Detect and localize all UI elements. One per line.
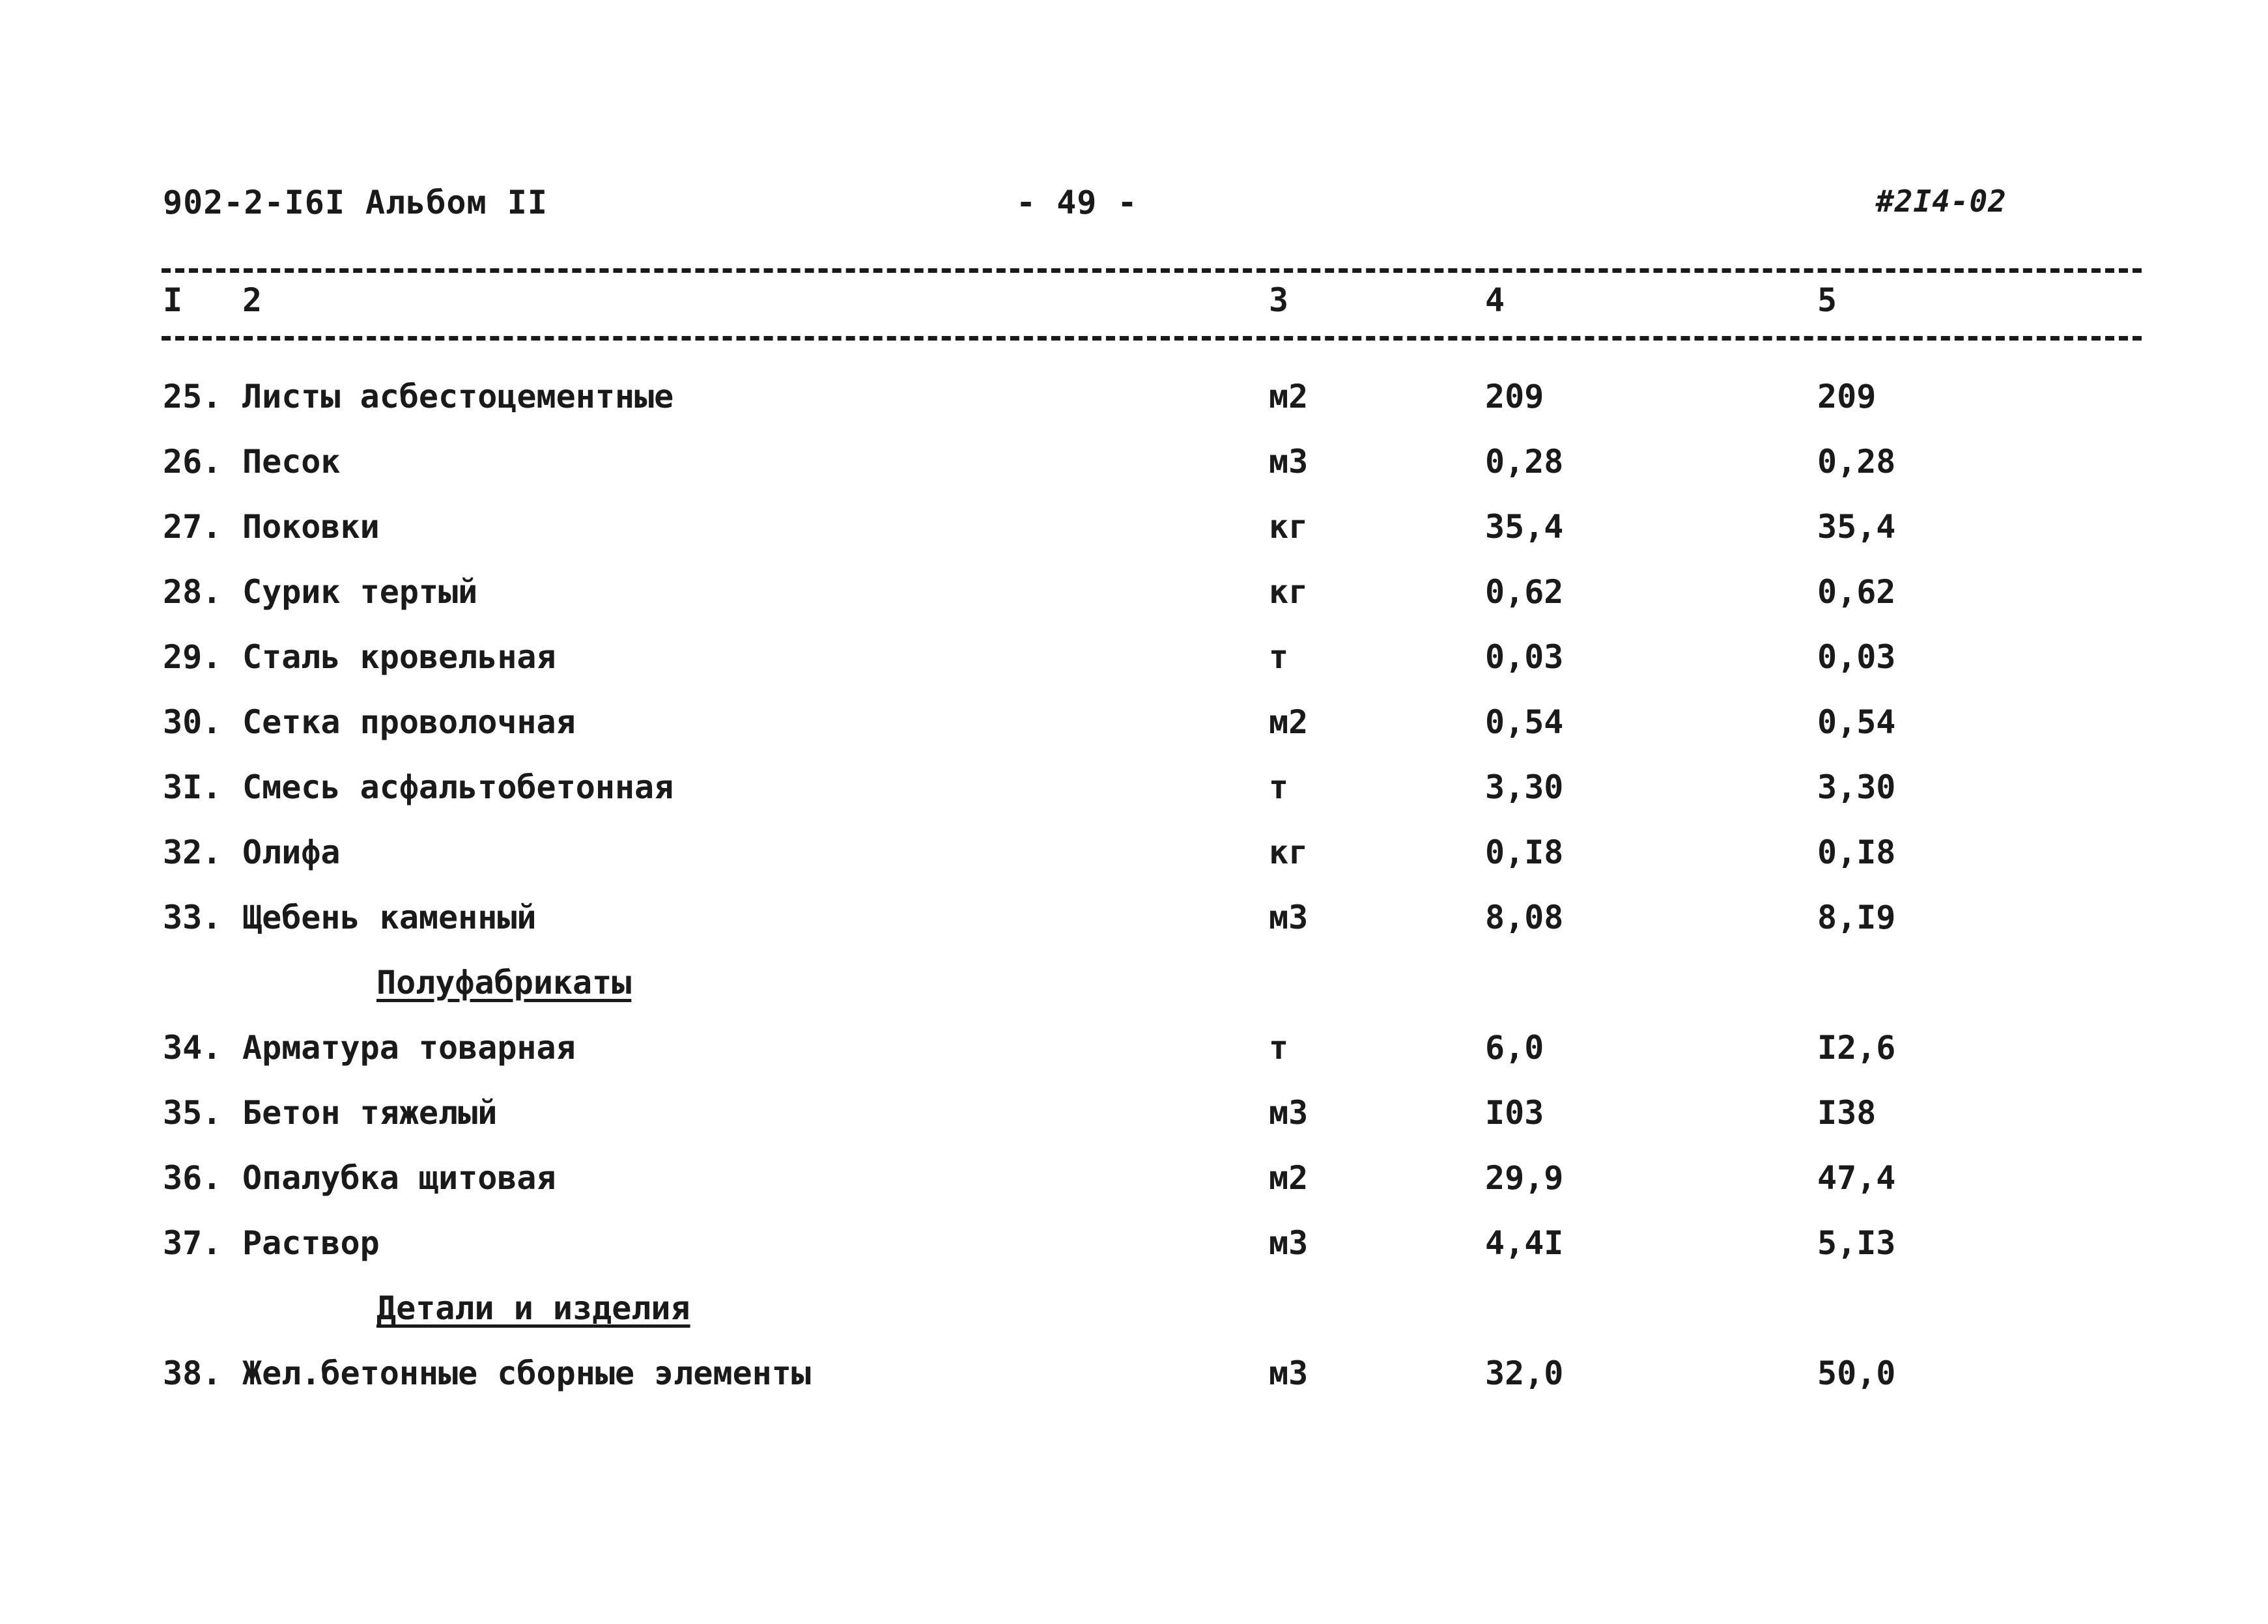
material-name: Смесь асфальтобетонная (242, 768, 674, 806)
value-col5: 0,03 (1817, 638, 1896, 676)
material-name: Сталь кровельная (242, 638, 556, 676)
unit: кг (1269, 833, 1309, 871)
table-row (0, 899, 2268, 964)
value-col4: 4,4I (1485, 1224, 1564, 1262)
material-name: Поковки (242, 508, 380, 546)
section-heading (0, 964, 2268, 1029)
unit: м3 (1269, 1224, 1309, 1262)
value-col5: I2,6 (1817, 1029, 1896, 1067)
column-header-1: I (163, 281, 183, 319)
value-col4: 32,0 (1485, 1354, 1564, 1392)
material-name: Листы асбестоцементные (242, 378, 674, 415)
value-col4: 35,4 (1485, 508, 1564, 546)
item-number: 29. (163, 638, 222, 676)
item-number: 27. (163, 508, 222, 546)
value-col5: 50,0 (1817, 1354, 1896, 1392)
section-title: Полуфабрикаты (376, 964, 632, 1001)
item-number: 30. (163, 703, 222, 741)
table-top-rule (162, 268, 2142, 273)
table-row (0, 1029, 2268, 1094)
value-col5: 0,54 (1817, 703, 1896, 741)
value-col5: 209 (1817, 378, 1877, 415)
value-col4: 6,0 (1485, 1029, 1544, 1067)
table-row (0, 573, 2268, 638)
table-row (0, 508, 2268, 573)
section-heading (0, 1289, 2268, 1354)
unit: м3 (1269, 1094, 1309, 1132)
item-number: 28. (163, 573, 222, 611)
document-code: 902-2-I6I Альбом II (163, 184, 548, 221)
item-number: 35. (163, 1094, 222, 1132)
value-col4: 3,30 (1485, 768, 1564, 806)
item-number: 3I. (163, 768, 222, 806)
table-row (0, 1354, 2268, 1420)
column-header-3: 3 (1269, 281, 1289, 319)
table-row (0, 1159, 2268, 1224)
unit: м3 (1269, 899, 1309, 936)
unit: т (1269, 638, 1289, 676)
table-header-rule (162, 336, 2142, 341)
unit: т (1269, 1029, 1289, 1067)
value-col5: 3,30 (1817, 768, 1896, 806)
table-row (0, 638, 2268, 703)
table-row (0, 703, 2268, 768)
column-header-5: 5 (1817, 281, 1837, 319)
unit: м3 (1269, 1354, 1309, 1392)
value-col4: 0,54 (1485, 703, 1564, 741)
value-col5: 0,I8 (1817, 833, 1896, 871)
item-number: 38. (163, 1354, 222, 1392)
unit: м2 (1269, 378, 1309, 415)
material-name: Сурик тертый (242, 573, 478, 611)
material-name: Бетон тяжелый (242, 1094, 498, 1132)
materials-table-body (0, 378, 2268, 1420)
column-header-4: 4 (1485, 281, 1505, 319)
unit: кг (1269, 508, 1309, 546)
item-number: 33. (163, 899, 222, 936)
unit: кг (1269, 573, 1309, 611)
material-name: Олифа (242, 833, 341, 871)
value-col4: 0,03 (1485, 638, 1564, 676)
item-number: 37. (163, 1224, 222, 1262)
value-col5: 0,28 (1817, 443, 1896, 481)
column-header-2: 2 (242, 281, 262, 319)
table-row (0, 443, 2268, 508)
value-col5: 0,62 (1817, 573, 1896, 611)
value-col5: 47,4 (1817, 1159, 1896, 1197)
value-col5: 8,I9 (1817, 899, 1896, 936)
material-name: Раствор (242, 1224, 380, 1262)
unit: м2 (1269, 703, 1309, 741)
value-col5: 35,4 (1817, 508, 1896, 546)
value-col4: 0,I8 (1485, 833, 1564, 871)
handwritten-reference: #2I4-02 (1876, 184, 2007, 219)
section-title: Детали и изделия (376, 1289, 690, 1327)
item-number: 34. (163, 1029, 222, 1067)
item-number: 32. (163, 833, 222, 871)
value-col4: I03 (1485, 1094, 1544, 1132)
table-row (0, 1094, 2268, 1159)
value-col5: 5,I3 (1817, 1224, 1896, 1262)
material-name: Песок (242, 443, 341, 481)
value-col5: I38 (1817, 1094, 1877, 1132)
page-number: - 49 - (1016, 184, 1138, 221)
material-name: Опалубка щитовая (242, 1159, 556, 1197)
table-row (0, 1224, 2268, 1289)
material-name: Жел.бетонные сборные элементы (242, 1354, 811, 1392)
unit: м2 (1269, 1159, 1309, 1197)
unit: м3 (1269, 443, 1309, 481)
value-col4: 0,28 (1485, 443, 1564, 481)
value-col4: 209 (1485, 378, 1544, 415)
value-col4: 8,08 (1485, 899, 1564, 936)
table-row (0, 768, 2268, 833)
item-number: 25. (163, 378, 222, 415)
material-name: Арматура товарная (242, 1029, 576, 1067)
material-name: Сетка проволочная (242, 703, 576, 741)
unit: т (1269, 768, 1289, 806)
item-number: 26. (163, 443, 222, 481)
table-row (0, 378, 2268, 443)
material-name: Щебень каменный (242, 899, 537, 936)
item-number: 36. (163, 1159, 222, 1197)
value-col4: 29,9 (1485, 1159, 1564, 1197)
value-col4: 0,62 (1485, 573, 1564, 611)
table-row (0, 833, 2268, 899)
